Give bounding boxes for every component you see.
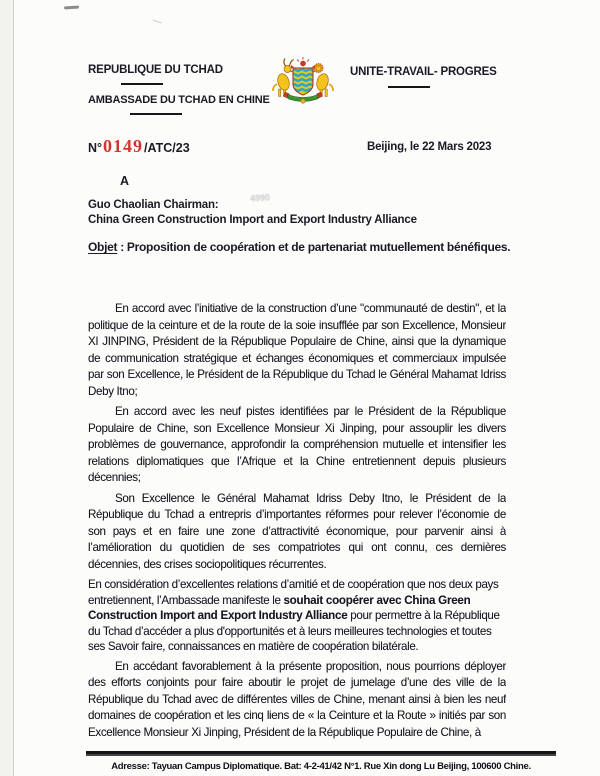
recipient-organization: China Green Construction Import and Export Industry Alliance [88, 214, 417, 226]
footer-address: Adresse: Tayuan Campus Diplomatique. Bat: 4-2-41/42 N°1. Rue Xin dong Lu Beijing, 100600 Chine. [111, 761, 531, 772]
scan-edge-shadow [0, 0, 14, 776]
paragraph-1: En accord avec l’initiative de la construction d’une "communauté de destin", et la politique de la ceinture et de la route de la soie insufflée par son Excellence, Monsieur XI JINPING, Président de la République Populaire de Chine, ainsi que la dynamique de communication stratégique et échanges économiques et commerciaux impulsée par son Excellence, le Président de la République du Tchad le Général Mahamat Idriss Deby Itno; [88, 302, 506, 398]
paragraph-4 [88, 577, 506, 655]
goat-supporter [273, 59, 294, 97]
paragraph-4-prefix: En considération d’excellentes relations d’amitié et de coopération que nos deux pays entretiennent, l’Ambassade manifeste le [88, 578, 499, 607]
paragraph-4-bold-partner: souhait coopérer avec China Green Construction Import and Export Industry Alliance [88, 593, 471, 623]
national-motto: UNITE-TRAVAIL- PROGRES [350, 66, 497, 78]
republic-title: REPUBLIQUE DU TCHAD [88, 64, 223, 76]
dateline: Beijing, le 22 Mars 2023 [367, 141, 492, 153]
embassy-title: AMBASSADE DU TCHAD EN CHINE [88, 94, 270, 106]
subject-line [88, 239, 524, 256]
faint-pencil-mark: 4990 [249, 192, 271, 204]
subject-text: : Proposition de coopération et de partenariat mutuellement bénéfiques. [117, 240, 511, 254]
divider-line [121, 83, 163, 85]
letterhead-right [350, 66, 497, 88]
salutation-a: A [120, 174, 130, 188]
chad-coat-of-arms-icon [270, 56, 336, 106]
paragraph-3: Son Excellence le Général Mahamat Idriss Deby Itno, le Président de la République du Tchad a entrepris d’importantes réformes pour relever l’économie de son pays et en faire une zone d’attractivité économique, pour parvenir ainsi à l’amélioration du quotidien de ses compatriotes qui ont connu, ces dernières décennies, des crises sociopolitiques récurrentes. [88, 491, 506, 571]
recipient-name: Guo Chaolian Chairman: [88, 199, 219, 211]
ref-stamped-number: 0149 [103, 136, 144, 156]
paragraph-2: En accord avec les neuf pistes identifiées par le Président de la République Populaire de Chine, son Excellence Monsieur Xi Jinping, pour assouplir les divers problèmes de gouvernance, approfondir la compréhension mutuelle et intensifier les relations diplomatiques que l’Afrique et la Chine entretiennent depuis plusieurs décennies; [88, 405, 506, 484]
ref-suffix: /ATC/23 [144, 141, 190, 155]
letter-body [88, 301, 506, 745]
paragraph-5: En accédant favorablement à la présente proposition, nous pourrions déployer des efforts conjoints pour faire aboutir le projet de jumelage d’une des ville de la République du Tchad avec de différentes villes de Chine, menant ainsi à bien les neuf domaines de coopération et les cinq liens de « la Ceinture et la Route » initiés par son Excellence Monsieur Xi Jinping, Président de la République Populaire de Chine, à [88, 659, 506, 739]
reference-number [88, 136, 190, 157]
divider-line [130, 113, 182, 115]
paragraph-4-suffix: pour permettre à la République du Tchad d’accéder a plus d'opportunités et à leurs meilleures technologies et toutes ses Savoir faire, connaissances en matière de coopération bilatérale. [88, 609, 500, 654]
footer-divider [86, 751, 556, 756]
divider-line [388, 86, 430, 88]
scan-smudge [151, 20, 161, 28]
crest-sun [297, 57, 309, 66]
shield [291, 65, 316, 96]
letterhead-left [88, 64, 270, 115]
lion-supporter [313, 64, 333, 97]
staple-mark [64, 5, 79, 9]
subject-label: Objet [88, 240, 118, 254]
ref-prefix: N° [88, 141, 103, 155]
